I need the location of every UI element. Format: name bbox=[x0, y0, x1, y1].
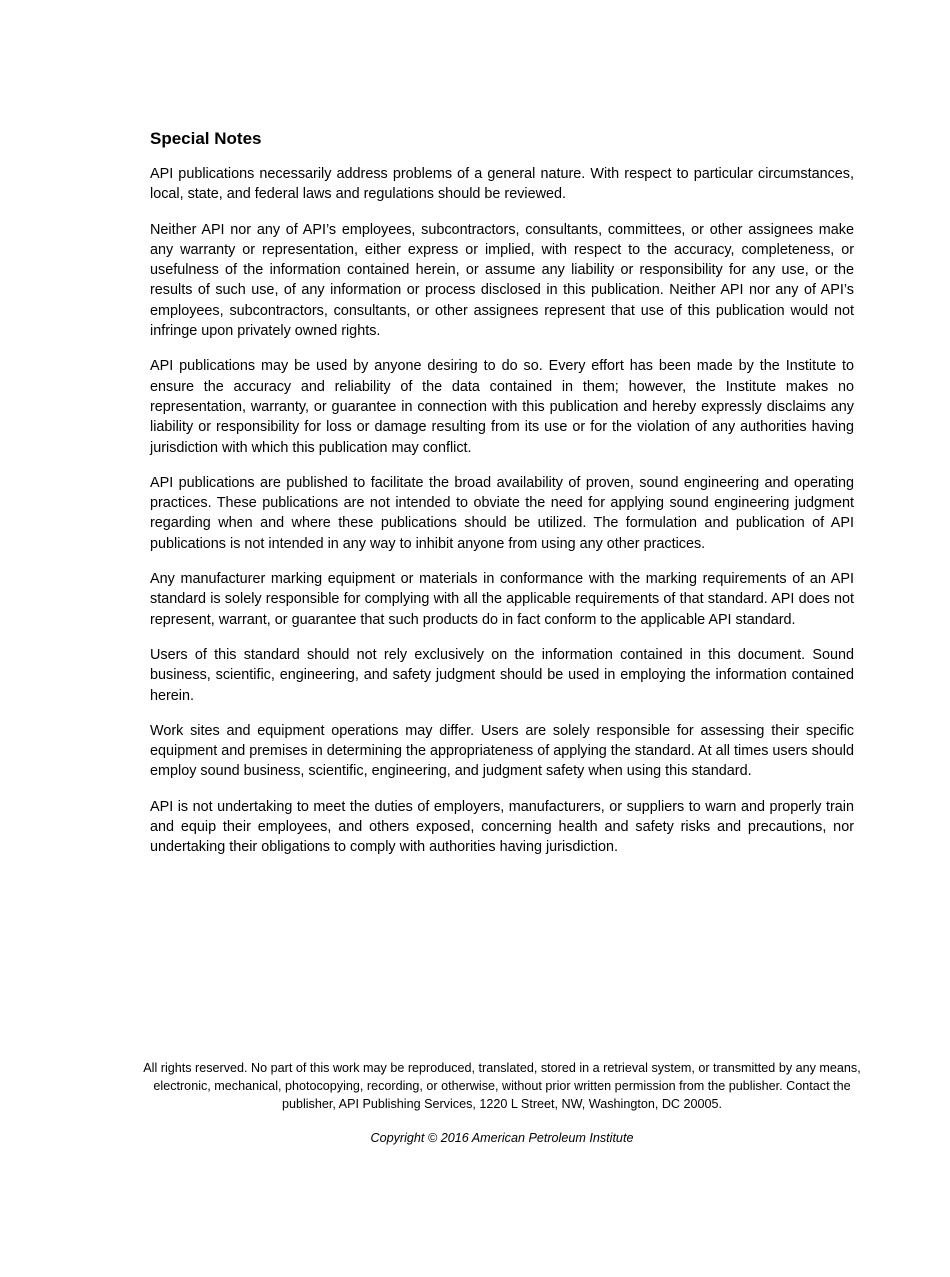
paragraph-duties: API is not undertaking to meet the duties of employers, manufacturers, or suppliers to warn and properly train and equip their employees, and others exposed, concerning health and safety risks and precautions, nor undertaking their obligations to comply with authorities having jurisdiction. bbox=[150, 798, 854, 856]
paragraph-usage-disclaimer: API publications may be used by anyone desiring to do so. Every effort has been made by the Institute to ensure the accuracy and reliability of the data contained in them; however, the Institute makes no representation, warranty, or guarantee in connection with this publication and hereby expressly disclaims any liability or responsibility for loss or damage resulting from its use or for the violation of any authorities having jurisdiction with which this publication may conflict. bbox=[150, 358, 854, 456]
page-title: Special Notes bbox=[150, 129, 262, 148]
copyright-notice: Copyright © 2016 American Petroleum Institute bbox=[370, 1131, 634, 1145]
page-footer bbox=[140, 1059, 864, 1147]
paragraph-no-warranty: Neither API nor any of API’s employees, subcontractors, consultants, committees, or other assignees make any warranty or representation, either express or implied, with respect to the accuracy, completeness, or usefulness of the information contained herein, or assume any liability or responsibility for any use, or the results of such use, of any information or process disclosed in this publication. Neither API nor any of API’s employees, subcontractors, consultants, or other assignees represent that use of this publication would not infringe upon privately owned rights. bbox=[150, 221, 854, 340]
paragraph-marking: Any manufacturer marking equipment or materials in conformance with the marking requirements of an API standard is solely responsible for complying with all the applicable requirements of that standard. API does not represent, warrant, or guarantee that such products do in fact conform to the applicable API standard. bbox=[150, 571, 854, 628]
paragraph-users-judgment: Users of this standard should not rely exclusively on the information contained in this document. Sound business, scientific, engineering, and safety judgment should be used in employing the information contained herein. bbox=[150, 646, 854, 704]
paragraph-purpose: API publications are published to facilitate the broad availability of proven, sound engineering and operating practices. These publications are not intended to obviate the need for applying sound engineering judgment regarding when and where these publications should be utilized. The formulation and publication of API publications is not intended in any way to inhibit anyone from using any other practices. bbox=[150, 474, 854, 552]
paragraph-general-nature: API publications necessarily address problems of a general nature. With respect to particular circumstances, local, state, and federal laws and regulations should be reviewed. bbox=[150, 166, 854, 203]
special-notes-section bbox=[150, 128, 854, 873]
paragraph-work-sites: Work sites and equipment operations may differ. Users are solely responsible for assessing their specific equipment and premises in determining the appropriateness of applying the standard. At all times users should employ sound business, scientific, engineering, and judgment safety when using this standard. bbox=[150, 722, 854, 780]
rights-notice: All rights reserved. No part of this work may be reproduced, translated, stored in a retrieval system, or transmitted by any means, electronic, mechanical, photocopying, recording, or otherwise, without prior written permission from the publisher. Contact the publisher, API Publishing Services, 1220 L Street, NW, Washington, DC 20005. bbox=[143, 1061, 861, 1111]
